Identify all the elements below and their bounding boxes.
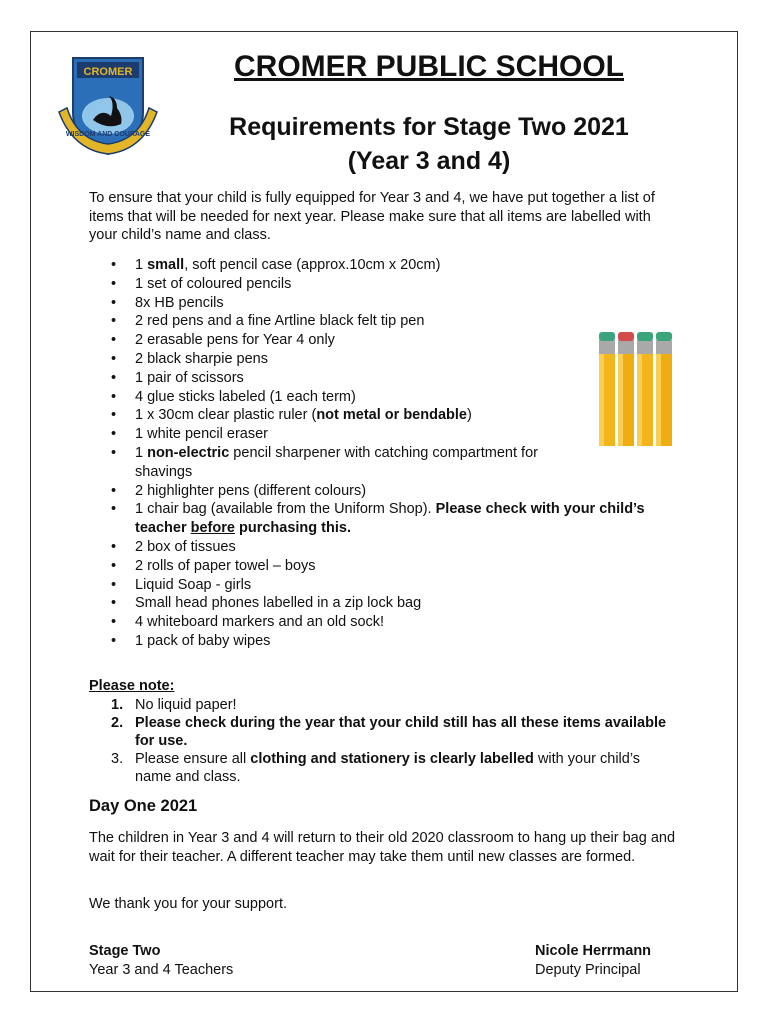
signoff-right-title: Deputy Principal	[535, 961, 641, 978]
signoff-left	[89, 942, 233, 979]
requirements-list	[89, 256, 689, 651]
list-item: • 1 pack of baby wipes	[89, 632, 689, 651]
signoff-left-title: Stage Two	[89, 943, 161, 959]
list-item: • 1 small, soft pencil case (approx.10cm x 20cm)	[89, 256, 689, 275]
title-line-2: (Year 3 and 4)	[347, 147, 511, 175]
thanks-line: We thank you for your support.	[89, 896, 288, 912]
document-title	[31, 110, 737, 178]
list-item: • 1 set of coloured pencils	[89, 275, 689, 294]
list-item: • 2 black sharpie pens	[89, 350, 689, 369]
notes-heading: Please note:	[89, 678, 175, 694]
svg-text:WISDOM AND COURAGE: WISDOM AND COURAGE	[65, 131, 151, 138]
list-item: • Liquid Soap - girls	[89, 576, 689, 595]
list-item: • 1 white pencil eraser	[89, 425, 689, 444]
intro-paragraph: To ensure that your child is fully equipped for Year 3 and 4, we have put together a list of items that will be needed for next year. Please make sure that all items are labelled with your child’s name and class.	[89, 190, 655, 243]
signoff-right-name: Nicole Herrmann	[535, 943, 652, 959]
list-item: • 2 red pens and a fine Artline black felt tip pen	[89, 312, 689, 331]
list-item: • 2 box of tissues	[89, 538, 689, 557]
list-item: • 1 non-electric pencil sharpener with catching compartment for shavings	[89, 444, 689, 482]
list-item: • Small head phones labelled in a zip lock bag	[89, 594, 689, 613]
day-one-paragraph: The children in Year 3 and 4 will return to their old 2020 classroom to hang up their bag and wait for their teacher. A different teacher may take them until new classes are formed.	[89, 830, 676, 865]
list-item: 1. No liquid paper!	[111, 697, 237, 713]
title-line-1: Requirements for Stage Two 2021	[229, 113, 629, 141]
day-one-heading: Day One 2021	[89, 797, 198, 815]
list-item: • 1 chair bag (available from the Uniform Shop). Please check with your child’s teacher before purchasing this.	[89, 500, 689, 538]
pencils-illustration	[595, 332, 677, 446]
notes-list	[89, 696, 679, 786]
list-item: • 1 x 30cm clear plastic ruler (not metal or bendable)	[89, 406, 689, 425]
school-name: CROMER PUBLIC SCHOOL	[234, 50, 624, 83]
list-item: • 2 erasable pens for Year 4 only	[89, 331, 689, 350]
list-item: • 2 rolls of paper towel – boys	[89, 557, 689, 576]
list-item: • 2 highlighter pens (different colours)	[89, 482, 689, 501]
list-item: • 1 pair of scissors	[89, 369, 689, 388]
list-item: 3. Please ensure all clothing and stationery is clearly labelled with your child’s name and class.	[111, 751, 641, 785]
list-item: • 4 whiteboard markers and an old sock!	[89, 613, 689, 632]
svg-text:CROMER: CROMER	[83, 66, 133, 78]
document-page	[30, 31, 738, 992]
list-item: • 4 glue sticks labeled (1 each term)	[89, 388, 689, 407]
list-item: 2. Please check during the year that your child still has all these items available for use.	[111, 715, 667, 749]
list-item: • 8x HB pencils	[89, 294, 689, 313]
signoff-left-sub: Year 3 and 4 Teachers	[89, 961, 234, 978]
signoff-right	[535, 942, 651, 979]
